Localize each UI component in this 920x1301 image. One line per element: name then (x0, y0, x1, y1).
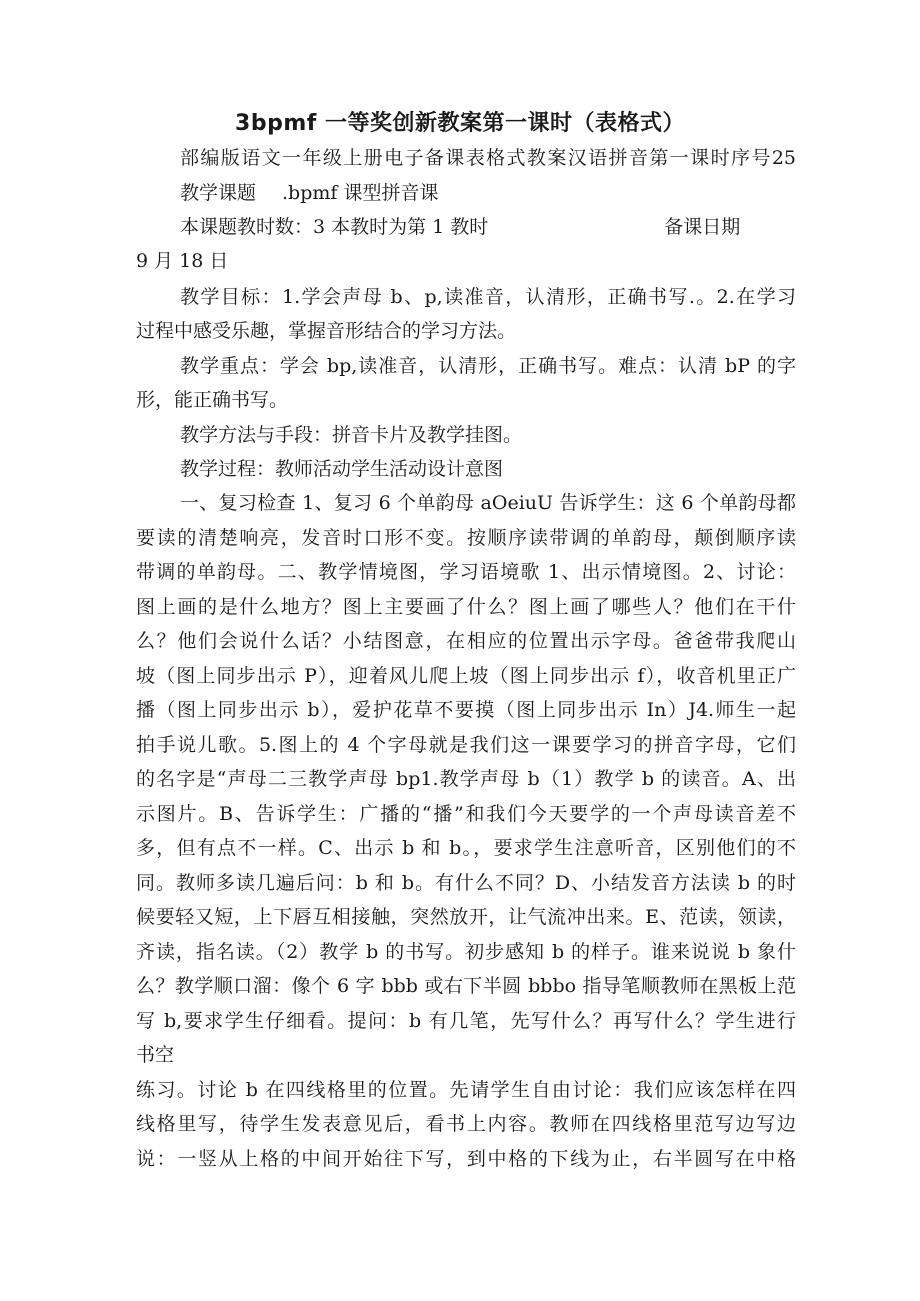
text-line: 形，能正确书写。 (136, 389, 289, 411)
text-line: 拍手说儿歌。5.图上的 4 个字母就是我们这一课要学习的拼音字母，它们 (136, 734, 796, 756)
text-line: 播（图上同步出示 b），爱护花草不要摸（图上同步出示 In）J4.师生一起 (136, 699, 796, 721)
text-line: 么？他们会说什么话？小结图意，在相应的位置出示字母。爸爸带我爬山 (136, 630, 796, 652)
text-line: 线格里写，待学生发表意见后，看书上内容。教师在四线格里范写边写边 (136, 1113, 796, 1135)
text-line: 坡（图上同步出示 P），迎着风儿爬上坡（图上同步出示 f），收音机里正广 (136, 665, 796, 687)
lesson-topic-label: 教学课题 (180, 182, 257, 204)
text-line: 要读的清楚响亮，发音时口形不变。按顺序读带调的单韵母，颠倒顺序读 (136, 527, 796, 549)
text-line: 的名字是“声母二三教学声母 bp1.教学声母 b（1）教学 b 的读音。A、出 (136, 768, 796, 790)
text-line: 部编版语文一年级上册电子备课表格式教案汉语拼音第一课时序号25 (180, 147, 796, 169)
text-line: 过程中感受乐趣，掌握音形结合的学习方法。 (136, 320, 517, 342)
lesson-count: 本课题教时数：3 本教时为第 1 教时 (180, 216, 489, 238)
text-line: 候要轻又短，上下唇互相接触，突然放开，让气流冲出来。E、范读，领读， (136, 906, 796, 928)
lesson-topic-value: .bpmf 课型拼音课 (282, 182, 439, 204)
text-line: 教学重点：学会 bp,读准音，认清形，正确书写。难点：认清 bP 的字 (180, 355, 796, 377)
text-line: 带调的单韵母。二、教学情境图，学习语境歌 1、出示情境图。2、讨论： (136, 561, 796, 583)
text-line: 图上画的是什么地方？图上主要画了什么？图上画了哪些人？他们在干什 (136, 596, 796, 618)
text-line: 教学过程：教师活动学生活动设计意图 (180, 458, 504, 480)
document-title: 3bpmf 一等奖创新教案第一课时（表格式） (235, 111, 685, 136)
text-line: 教学目标：1.学会声母 b、p,读准音，认清形，正确书写.。2.在学习 (180, 286, 796, 308)
text-line: 说：一竖从上格的中间开始往下写，到中格的下线为止，右半圆写在中格 (136, 1148, 796, 1170)
text-line: 齐读，指名读。（2）教学 b 的书写。初步感知 b 的样子。谁来说说 b 象什 (136, 941, 796, 963)
text-line-row (180, 215, 796, 239)
text-line: 书空 (136, 1044, 175, 1066)
text-line: 教学方法与手段：拼音卡片及教学挂图。 (180, 424, 523, 446)
text-line: 写 b,要求学生仔细看。提问：b 有几笔，先写什么？再写什么？学生进行 (136, 1010, 796, 1032)
text-line: 同。教师多读几遍后问：b 和 b。有什么不同？D、小结发音方法读 b 的时 (136, 872, 796, 894)
prep-date-value: 9 月 18 日 (136, 250, 229, 272)
text-line: 多，但有点不一样。C、出示 b 和 b。，要求学生注意听音，区别他们的不 (136, 837, 796, 859)
text-line: 么？教学顺口溜：像个 6 字 bbb 或右下半圆 bbbo 指导笔顺教师在黑板上范 (136, 975, 796, 997)
text-line: 一、复习检查 1、复习 6 个单韵母 aOeiuU 告诉学生：这 6 个单韵母都 (180, 492, 796, 514)
text-line: 示图片。B、告诉学生：广播的“播”和我们今天要学的一个声母读音差不 (136, 803, 796, 825)
prep-date-label: 备课日期 (664, 216, 741, 238)
text-line: 练习。讨论 b 在四线格里的位置。先请学生自由讨论：我们应该怎样在四 (136, 1079, 796, 1101)
text-line-row (180, 181, 796, 205)
